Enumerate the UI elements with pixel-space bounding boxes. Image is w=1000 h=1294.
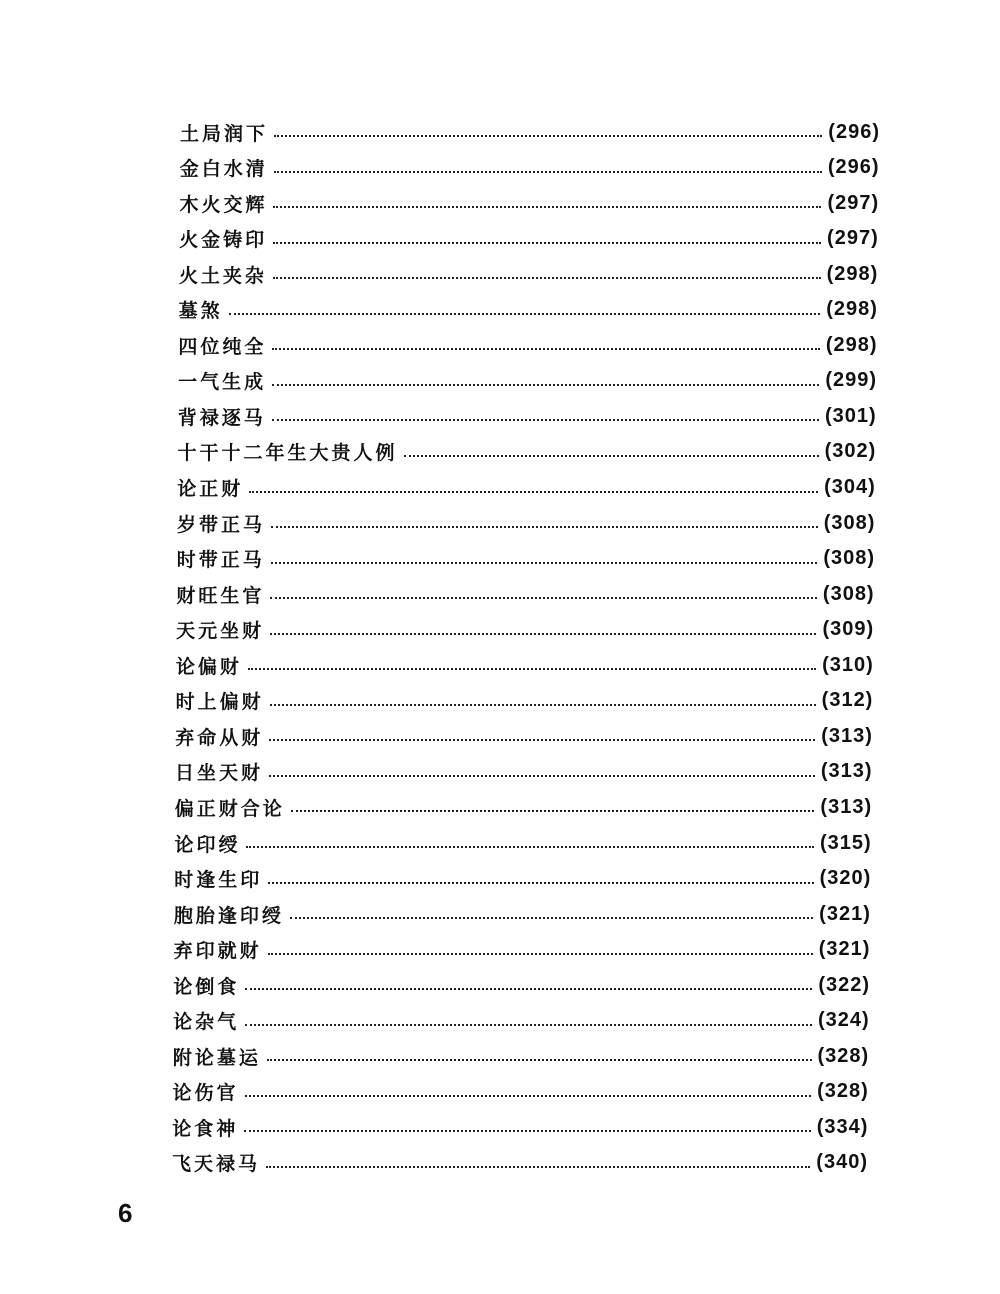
- toc-entry-page: (308): [823, 547, 876, 570]
- toc-entry-page: (299): [825, 369, 878, 392]
- toc-entry-title: 偏正财合论: [174, 797, 285, 820]
- toc-entry-title: 论倒食: [173, 975, 240, 998]
- dot-leader: [271, 562, 818, 564]
- dot-leader: [272, 419, 819, 421]
- toc-entry-title: 天元坐财: [176, 620, 265, 643]
- toc-entry-title: 木火交辉: [179, 193, 268, 216]
- toc-entry-page: (320): [819, 867, 872, 890]
- dot-leader: [290, 917, 813, 919]
- toc-entry-title: 金白水清: [179, 158, 268, 181]
- dot-leader: [270, 597, 816, 599]
- dot-leader: [270, 633, 816, 635]
- toc-entry-page: (321): [819, 902, 871, 925]
- dot-leader: [268, 953, 813, 955]
- toc-entry-page: (297): [827, 191, 880, 214]
- toc-entry-page: (324): [817, 1009, 870, 1032]
- toc-entry-title: 弃命从财: [175, 726, 264, 749]
- toc-entry[interactable]: [173, 970, 870, 1000]
- toc-entry[interactable]: [180, 117, 880, 147]
- dot-leader: [244, 1130, 810, 1132]
- toc-entry[interactable]: [176, 579, 874, 609]
- toc-entry[interactable]: [179, 224, 879, 254]
- toc-entry[interactable]: [177, 508, 875, 538]
- dot-leader: [245, 1024, 812, 1026]
- toc-entry-page: (296): [827, 156, 880, 179]
- toc-entry-page: (297): [827, 227, 879, 250]
- toc-entry[interactable]: [176, 686, 874, 716]
- toc-entry[interactable]: [175, 792, 872, 822]
- toc-entry-page: (298): [826, 262, 879, 285]
- toc-entry-page: (313): [820, 795, 873, 818]
- toc-entry-page: (309): [822, 618, 875, 641]
- toc-entry-title: 四位纯全: [178, 335, 267, 358]
- toc-entry-title: 附论墓运: [172, 1046, 261, 1069]
- dot-leader: [273, 277, 821, 279]
- dot-leader: [268, 882, 813, 884]
- toc-entry-page: (328): [817, 1044, 870, 1067]
- toc-entry-title: 时带正马: [176, 549, 265, 572]
- toc-entry-title: 火金铸印: [179, 229, 268, 252]
- dot-leader: [267, 1059, 812, 1061]
- toc-entry-title: 背禄逐马: [177, 406, 266, 429]
- toc-entry-title: 飞天禄马: [172, 1153, 261, 1176]
- toc-entry-title: 论杂气: [173, 1011, 240, 1034]
- toc-entry[interactable]: [178, 437, 877, 467]
- toc-entry-page: (322): [818, 973, 871, 996]
- toc-entry-page: (312): [821, 689, 874, 712]
- toc-entry[interactable]: [180, 153, 880, 183]
- toc-entry[interactable]: [179, 188, 879, 218]
- toc-entry[interactable]: [174, 935, 871, 965]
- toc-entry[interactable]: [173, 1077, 869, 1107]
- toc-entry-title: 论偏财: [175, 655, 242, 678]
- toc-entry-title: 日坐天财: [175, 762, 264, 785]
- toc-entry-title: 论正财: [177, 478, 244, 500]
- dot-leader: [229, 313, 821, 315]
- toc-entry-page: (310): [822, 653, 874, 676]
- toc-entry-page: (296): [828, 120, 880, 143]
- toc-entry-page: (298): [825, 333, 878, 356]
- toc-entry[interactable]: [178, 330, 877, 360]
- toc-entry-page: (304): [824, 476, 876, 498]
- toc-entry-page: (308): [823, 511, 876, 534]
- toc-entry-title: 时逢生印: [174, 869, 263, 892]
- toc-entry-page: (302): [824, 440, 877, 463]
- toc-entry-title: 财旺生官: [176, 584, 265, 607]
- toc-entry[interactable]: [173, 1041, 869, 1071]
- toc-entry[interactable]: [175, 757, 873, 787]
- toc-entry[interactable]: [177, 473, 876, 503]
- toc-entry-page: (315): [820, 831, 872, 854]
- dot-leader: [269, 739, 815, 741]
- toc-entry-title: 墓煞: [178, 300, 223, 323]
- toc-entry[interactable]: [174, 828, 871, 858]
- dot-leader: [269, 775, 815, 777]
- dot-leader: [249, 491, 818, 493]
- toc-entry[interactable]: [179, 259, 878, 289]
- toc-entry-page: (298): [826, 298, 878, 321]
- toc-entry[interactable]: [174, 899, 871, 929]
- page-number: 6: [118, 1198, 133, 1228]
- toc-entry[interactable]: [176, 650, 874, 680]
- toc-entry[interactable]: [175, 721, 873, 751]
- toc-entry-title: 论食神: [172, 1117, 239, 1140]
- toc-entry-title: 论伤官: [172, 1082, 239, 1105]
- toc-entry-page: (308): [822, 582, 875, 605]
- toc-entry-page: (313): [821, 724, 873, 747]
- dot-leader: [404, 455, 819, 457]
- toc-entry[interactable]: [177, 544, 875, 574]
- dot-leader: [274, 135, 822, 137]
- dot-leader: [246, 846, 814, 848]
- toc-entry-title: 时上偏财: [175, 691, 264, 714]
- toc-entry-title: 论印绶: [174, 833, 241, 856]
- dot-leader: [272, 348, 819, 350]
- toc-entry[interactable]: [179, 295, 878, 325]
- toc-entry-page: (321): [818, 938, 871, 961]
- toc-entry[interactable]: [178, 366, 877, 396]
- toc-entry-title: 岁带正马: [176, 513, 265, 536]
- dot-leader: [245, 1095, 812, 1097]
- dot-leader: [272, 384, 819, 386]
- toc-entry-title: 胞胎逢印绶: [173, 904, 284, 927]
- toc-entry-page: (328): [817, 1080, 869, 1103]
- dot-leader: [270, 704, 816, 706]
- dot-leader: [248, 668, 816, 670]
- toc-entry-page: (334): [816, 1115, 869, 1138]
- toc-entry[interactable]: [178, 401, 877, 431]
- dot-leader: [273, 206, 821, 208]
- dot-leader: [274, 171, 822, 173]
- toc-entry-page: (313): [820, 760, 873, 783]
- toc-entry[interactable]: [172, 1112, 868, 1142]
- toc-entry[interactable]: [176, 615, 874, 645]
- dot-leader: [291, 810, 815, 812]
- toc-entry-title: 十干十二年生大贵人例: [177, 442, 398, 465]
- dot-leader: [271, 526, 818, 528]
- toc-entry-page: (340): [816, 1151, 868, 1174]
- toc-entry-title: 弃印就财: [173, 940, 262, 963]
- dot-leader: [273, 242, 821, 244]
- toc-entry-page: (301): [824, 404, 877, 427]
- toc-entry[interactable]: [172, 1148, 868, 1178]
- toc-entry[interactable]: [173, 1006, 870, 1036]
- dot-leader: [266, 1166, 810, 1168]
- toc-entry-title: 一气生成: [178, 371, 267, 394]
- dot-leader: [245, 988, 812, 990]
- toc-entry-title: 火土夹杂: [178, 264, 267, 287]
- toc-entry[interactable]: [174, 864, 871, 894]
- toc-entry-title: 土局润下: [180, 122, 269, 145]
